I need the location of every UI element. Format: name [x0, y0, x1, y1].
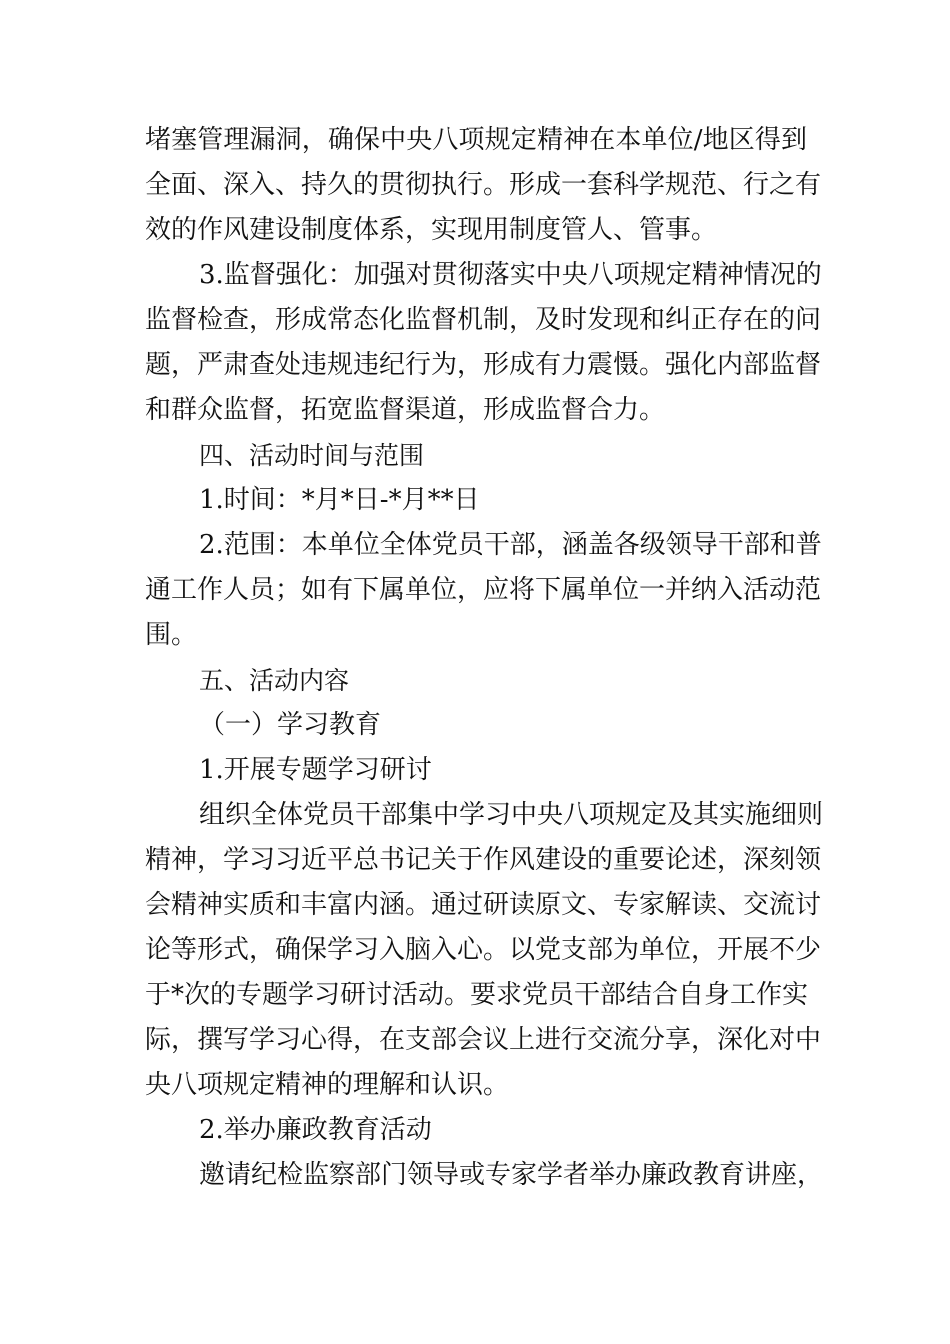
paragraph-line: 精神，学习习近平总书记关于作风建设的重要论述，深刻领	[145, 845, 822, 875]
paragraph-line: 全面、深入、持久的贯彻执行。形成一套科学规范、行之有	[145, 170, 822, 200]
paragraph-line: 通工作人员；如有下属单位，应将下属单位一并纳入活动范	[145, 575, 822, 605]
paragraph-line: 题，严肃查处违规违纪行为，形成有力震慑。强化内部监督	[145, 350, 822, 380]
paragraph-line: 际，撰写学习心得，在支部会议上进行交流分享，深化对中	[145, 1025, 822, 1055]
paragraph-line: 邀请纪检监察部门领导或专家学者举办廉政教育讲座，	[199, 1160, 824, 1190]
paragraph-line: 于*次的专题学习研讨活动。要求党员干部结合自身工作实	[145, 980, 809, 1010]
paragraph-line: 和群众监督，拓宽监督渠道，形成监督合力。	[145, 395, 666, 425]
document-body	[145, 118, 824, 1198]
subsection-heading: （一）学习教育	[199, 710, 382, 740]
paragraph-line: 3.监督强化：加强对贯彻落实中央八项规定精神情况的	[199, 260, 822, 290]
paragraph-line: 效的作风建设制度体系，实现用制度管人、管事。	[145, 215, 718, 245]
section-heading: 四、活动时间与范围	[199, 441, 425, 470]
item-heading: 2.举办廉政教育活动	[199, 1115, 432, 1145]
item-heading: 1.开展专题学习研讨	[199, 755, 432, 785]
section-heading: 五、活动内容	[199, 666, 350, 695]
paragraph-line: 监督检查，形成常态化监督机制，及时发现和纠正存在的问	[145, 305, 822, 335]
paragraph-line: 央八项规定精神的理解和认识。	[145, 1070, 510, 1100]
paragraph-line: 1.时间：*月*日-*月**日	[199, 485, 480, 515]
paragraph-line: 会精神实质和丰富内涵。通过研读原文、专家解读、交流讨	[145, 890, 822, 920]
paragraph-line: 2.范围：本单位全体党员干部，涵盖各级领导干部和普	[199, 530, 822, 560]
paragraph-line: 组织全体党员干部集中学习中央八项规定及其实施细则	[199, 800, 824, 830]
paragraph-line: 论等形式，确保学习入脑入心。以党支部为单位，开展不少	[145, 935, 822, 965]
paragraph-line: 堵塞管理漏洞，确保中央八项规定精神在本单位/地区得到	[145, 125, 807, 155]
paragraph-line: 围。	[145, 620, 198, 650]
